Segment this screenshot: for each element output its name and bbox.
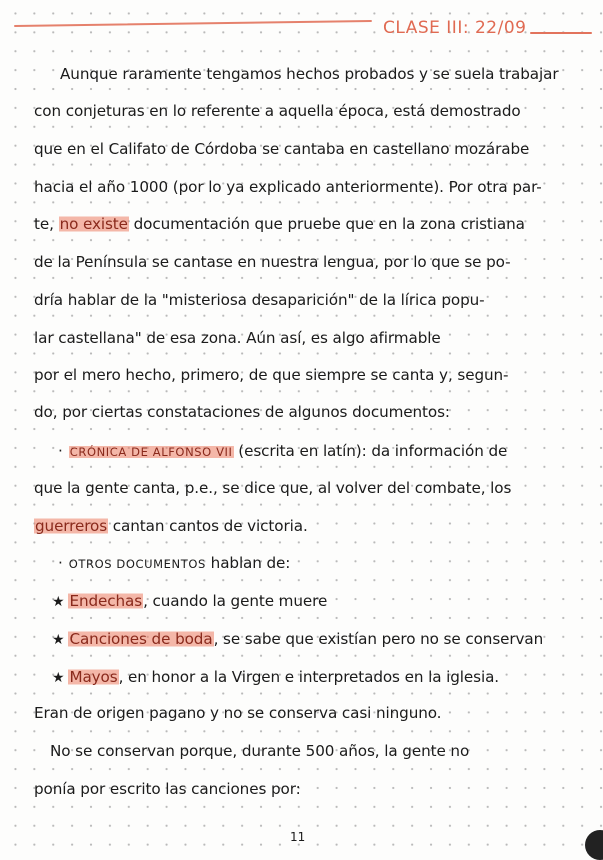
text-line xyxy=(34,214,525,234)
text-line: lar castellana" de esa zona. Aún así, es algo afirmable xyxy=(34,329,441,347)
text-line xyxy=(34,516,308,536)
highlighted-term: Endechas xyxy=(69,592,143,610)
page-title: CLASE III: 22/09 xyxy=(383,18,527,38)
header-divider-right xyxy=(530,32,592,34)
text-fragment: , se sabe que existían pero no se conservan xyxy=(213,630,544,648)
bullet-icon: · xyxy=(58,442,63,460)
text-fragment: documentación que pruebe que en la zona cristiana xyxy=(128,215,525,233)
star-icon: ★ xyxy=(52,632,65,648)
text-fragment: , cuando la gente muere xyxy=(143,592,328,610)
text-line: que la gente canta, p.e., se dice que, al volver del combate, los xyxy=(34,479,512,497)
star-item xyxy=(52,591,327,612)
text-fragment: cantan cantos de victoria. xyxy=(108,517,308,535)
star-item xyxy=(52,629,543,650)
highlighted-title: CRÓNICA DE ALFONSO VII xyxy=(69,445,233,459)
bullet-item xyxy=(58,441,507,462)
page-number: 11 xyxy=(290,830,306,844)
highlighted-phrase: no existe xyxy=(59,215,128,233)
header-divider-left xyxy=(14,20,372,27)
bullet-icon: · xyxy=(58,554,63,572)
text-line: con conjeturas en lo referente a aquella época, está demostrado xyxy=(34,102,521,120)
bullet-item xyxy=(58,553,290,574)
star-icon: ★ xyxy=(52,670,65,686)
text-line: do, por ciertas constataciones de algunos documentos: xyxy=(34,403,450,421)
text-line: Aunque raramente tengamos hechos probados y se suela trabajar xyxy=(60,65,559,83)
highlighted-phrase: guerreros xyxy=(35,517,108,535)
text-fragment: te, xyxy=(34,215,59,233)
text-line: de la Península se cantase en nuestra lengua, por lo que se po- xyxy=(34,253,511,271)
text-line: Eran de origen pagano y no se conserva casi ninguno. xyxy=(34,704,442,722)
page-corner-shadow xyxy=(585,830,603,860)
highlighted-term: Canciones de boda xyxy=(69,630,213,648)
star-icon: ★ xyxy=(52,594,65,610)
text-fragment: (escrita en latín): da información de xyxy=(233,442,508,460)
highlighted-term: Mayos xyxy=(69,668,118,686)
text-line: ponía por escrito las canciones por: xyxy=(34,780,301,798)
text-line: dría hablar de la "misteriosa desaparición" de la lírica popu- xyxy=(34,291,485,309)
text-fragment: , en honor a la Virgen e interpretados en la iglesia. xyxy=(118,668,500,686)
text-line: por el mero hecho, primero, de que siempre se canta y, segun- xyxy=(34,366,509,384)
text-line: No se conservan porque, durante 500 años, la gente no xyxy=(50,742,470,760)
text-line: que en el Califato de Córdoba se cantaba en castellano mozárabe xyxy=(34,140,530,158)
star-item xyxy=(52,667,499,688)
text-fragment: hablan de: xyxy=(205,554,291,572)
text-line: hacia el año 1000 (por lo ya explicado anteriormente). Por otra par- xyxy=(34,178,542,196)
small-caps-title: OTROS DOCUMENTOS xyxy=(68,557,206,571)
